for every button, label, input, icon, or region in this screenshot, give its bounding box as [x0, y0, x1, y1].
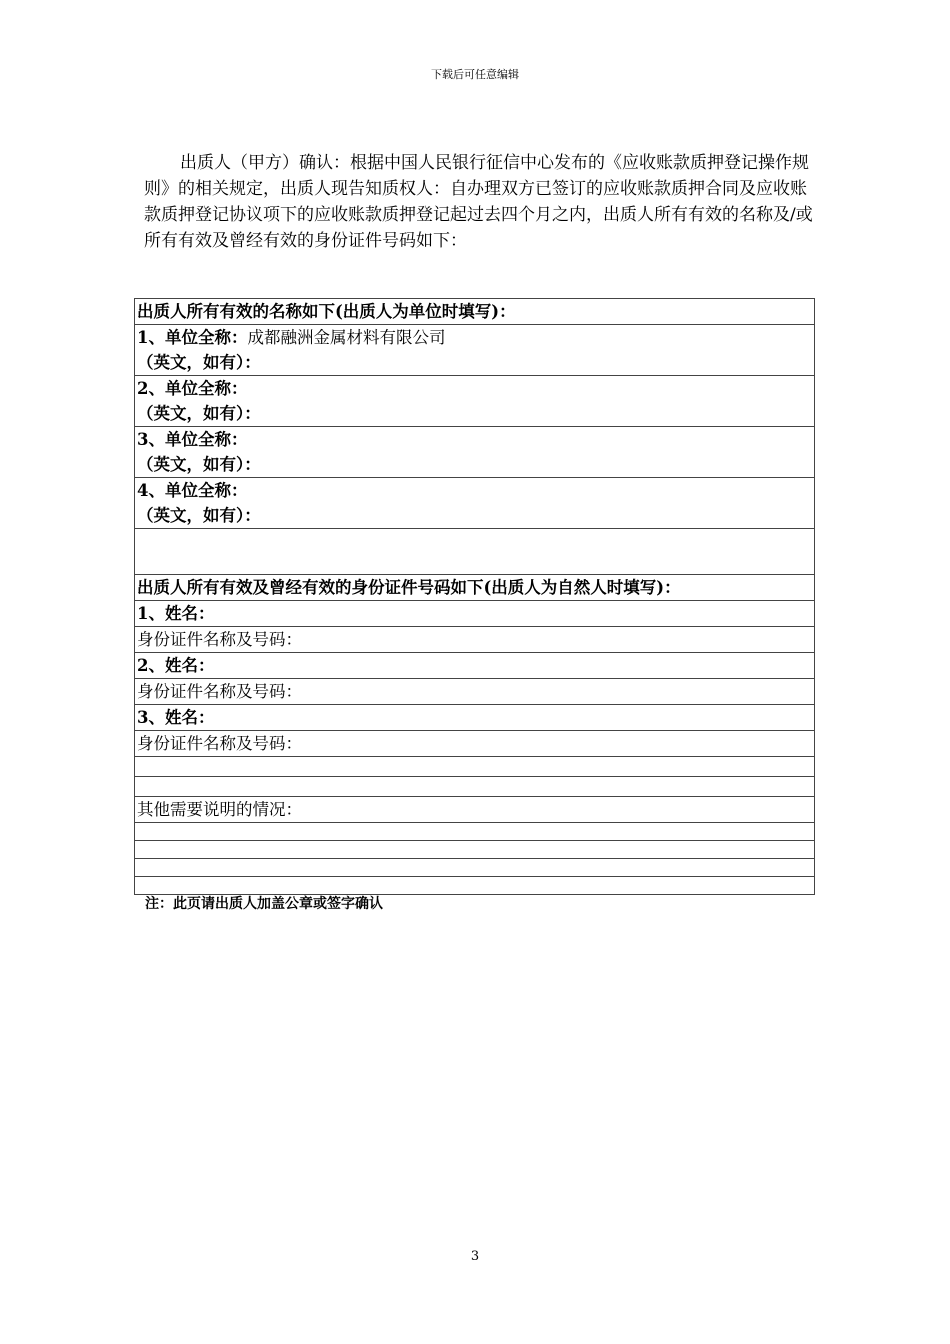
person-name-3[interactable]: 3、姓名：	[135, 705, 815, 731]
unit-cell-3[interactable]	[135, 427, 815, 478]
unit-name-label: 4、单位全称：	[137, 481, 248, 500]
persons-heading: 出质人所有有效及曾经有效的身份证件号码如下(出质人为自然人时填写)：	[135, 575, 815, 601]
blank-cell[interactable]	[135, 859, 815, 877]
unit-name-label: 2、单位全称：	[137, 379, 248, 398]
unit-english-label: （英文，如有）：	[137, 404, 261, 423]
unit-cell-1[interactable]	[135, 325, 815, 376]
pledgor-info-table	[134, 298, 815, 895]
person-id-1[interactable]: 身份证件名称及号码：	[135, 627, 815, 653]
unit-english-label: （英文，如有）：	[137, 455, 261, 474]
unit-english-label: （英文，如有）：	[137, 506, 261, 525]
table-row	[135, 478, 815, 529]
table-row	[135, 757, 815, 777]
table-row	[135, 679, 815, 705]
person-id-3[interactable]: 身份证件名称及号码：	[135, 731, 815, 757]
unit-cell-2[interactable]	[135, 376, 815, 427]
table-row	[135, 859, 815, 877]
unit-english-label: （英文，如有）：	[137, 353, 261, 372]
table-row	[135, 823, 815, 841]
table-row	[135, 299, 815, 325]
table-row	[135, 427, 815, 478]
person-name-2[interactable]: 2、姓名：	[135, 653, 815, 679]
table-row	[135, 841, 815, 859]
unit-name-value: 成都融洲金属材料有限公司	[247, 328, 446, 347]
table-row	[135, 325, 815, 376]
blank-cell[interactable]	[135, 529, 815, 575]
table-row	[135, 627, 815, 653]
unit-name-label: 3、单位全称：	[137, 430, 248, 449]
table-row	[135, 575, 815, 601]
blank-cell[interactable]	[135, 841, 815, 859]
other-info-label[interactable]: 其他需要说明的情况：	[135, 797, 815, 823]
unit-name-label: 1、单位全称：	[137, 328, 248, 347]
unit-cell-4[interactable]	[135, 478, 815, 529]
page-header: 下载后可任意编辑	[431, 68, 519, 81]
table-row	[135, 797, 815, 823]
blank-cell[interactable]	[135, 757, 815, 777]
person-name-1[interactable]: 1、姓名：	[135, 601, 815, 627]
intro-paragraph: 出质人（甲方）确认：根据中国人民银行征信中心发布的《应收账款质押登记操作规则》的相关规定，出质人现告知质权人：自办理双方已签订的应收账款质押合同及应收账款质押登记协议项下的应收账款质押登记起过去四个月之内，出质人所有有效的名称及/或所有有效及曾经有效的身份证件号码如下：	[144, 153, 813, 251]
table-row	[135, 731, 815, 757]
table-row	[135, 529, 815, 575]
table-row	[135, 777, 815, 797]
table-row	[135, 877, 815, 895]
signature-note: 注：此页请出质人加盖公章或签字确认	[145, 896, 383, 912]
page-number: 3	[470, 1249, 480, 1264]
person-id-2[interactable]: 身份证件名称及号码：	[135, 679, 815, 705]
table-row	[135, 653, 815, 679]
blank-cell[interactable]	[135, 877, 815, 895]
units-heading: 出质人所有有效的名称如下(出质人为单位时填写)：	[135, 299, 815, 325]
table-row	[135, 601, 815, 627]
blank-cell[interactable]	[135, 777, 815, 797]
table-row	[135, 376, 815, 427]
blank-cell[interactable]	[135, 823, 815, 841]
table-row	[135, 705, 815, 731]
